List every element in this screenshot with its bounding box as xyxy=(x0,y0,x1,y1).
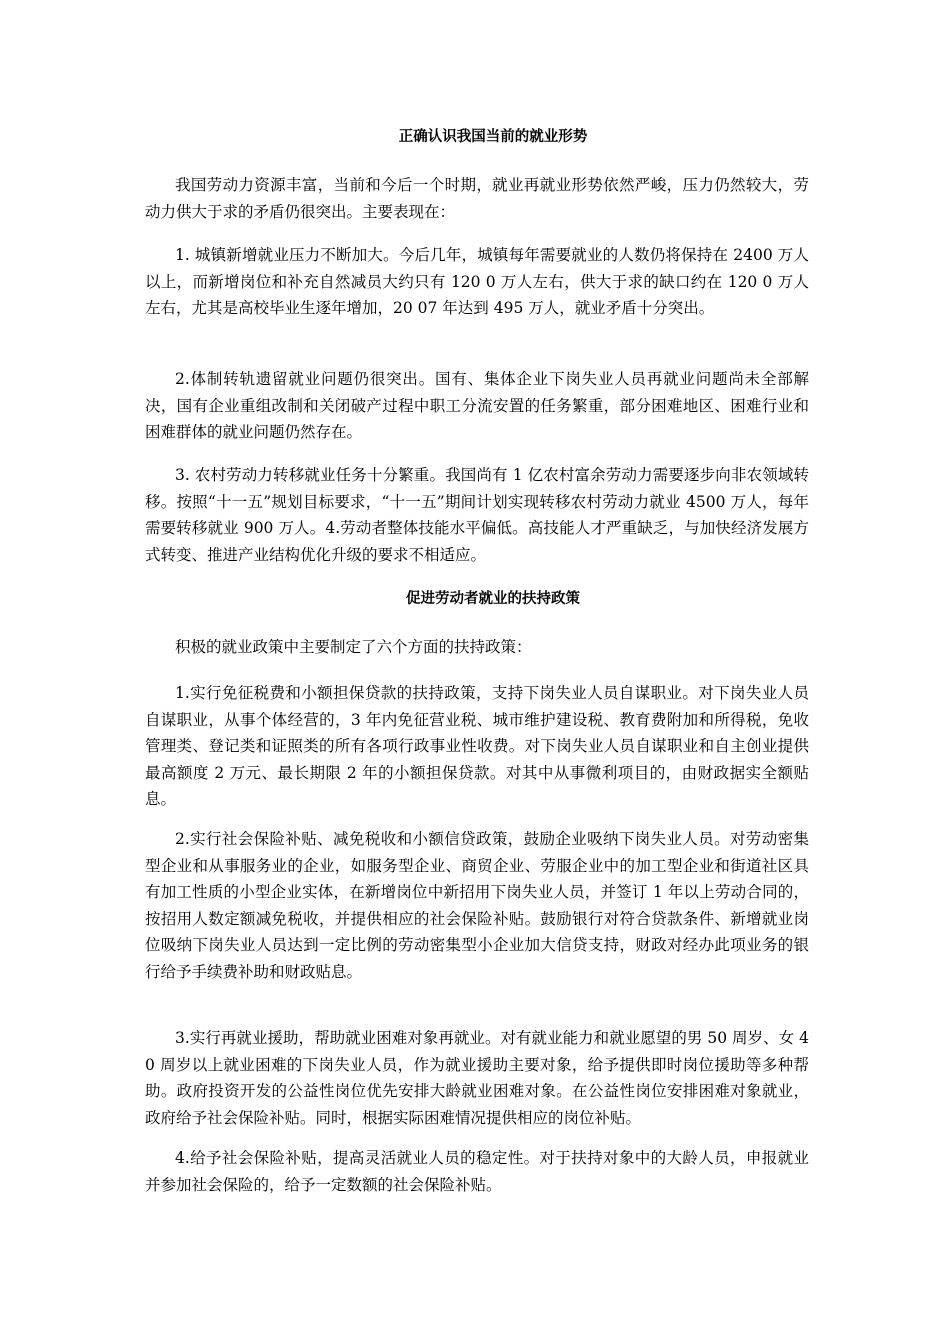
document-title: 正确认识我国当前的就业形势 xyxy=(398,129,588,145)
point-3-paragraph: 3. 农村劳动力转移就业任务十分繁重。我国尚有 1 亿农村富余劳动力需要逐步向非农领域转移。按照“十一五”规划目标要求，“十一五”期间计划实现转移农村劳动力就业 4500 万人，每年需要转移就业 900 万人。4.劳动者整体技能水平偏低。高技能人才严重缺乏，与加快经济发展方式转变、推进产业结构优化升级的要求不相适应。 xyxy=(145,466,809,564)
policy-4-paragraph: 4.给予社会保险补贴，提高灵活就业人员的稳定性。对于扶持对象中的大龄人员，申报就业并参加社会保险的，给予一定数额的社会保险补贴。 xyxy=(145,1149,809,1194)
intro-paragraph: 我国劳动力资源丰富，当前和今后一个时期，就业再就业形势依然严峻，压力仍然较大，劳动力供大于求的矛盾仍很突出。主要表现在： xyxy=(145,176,809,221)
policy-3-paragraph: 3.实行再就业援助，帮助就业困难对象再就业。对有就业能力和就业愿望的男 50 周岁、女 40 周岁以上就业困难的下岗失业人员，作为就业援助主要对象，给予提供即时岗位援助等多种帮助。政府投资开发的公益性岗位优先安排大龄就业困难对象。在公益性岗位安排困难对象就业，政府给予社会保险补贴。同时，根据实际困难情况提供相应的岗位补贴。 xyxy=(145,1029,809,1127)
policy-1-paragraph: 1.实行免征税费和小额担保贷款的扶持政策，支持下岗失业人员自谋职业。对下岗失业人员自谋职业，从事个体经营的，3 年内免征营业税、城市维护建设税、教育费附加和所得税，免收管理类、登记类和证照类的所有各项行政事业性收费。对下岗失业人员自谋职业和自主创业提供最高额度 2 万元、最长期限 2 年的小额担保贷款。对其中从事微利项目的，由财政据实全额贴息。 xyxy=(145,684,809,808)
policy-2-paragraph: 2.实行社会保险补贴、减免税收和小额信贷政策，鼓励企业吸纳下岗失业人员。对劳动密集型企业和从事服务业的企业，如服务型企业、商贸企业、劳服企业中的加工型企业和街道社区具有加工性质的小型企业实体，在新增岗位中新招用下岗失业人员，并签订 1 年以上劳动合同的，按招用人数定额减免税收，并提供相应的社会保险补贴。鼓励银行对符合贷款条件、新增就业岗位吸纳下岗失业人员达到一定比例的劳动密集型小企业加大信贷支持，财政对经办此项业务的银行给予手续费补助和财政贴息。 xyxy=(145,830,809,981)
point-1-paragraph: 1. 城镇新增就业压力不断加大。今后几年，城镇每年需要就业的人数仍将保持在 2400 万人以上，而新增岗位和补充自然减员大约只有 120 0 万人左右，供大于求的缺口约在 120 0 万人左右，尤其是高校毕业生逐年增加，20 07 年达到 495 万人，就业矛盾十分突出。 xyxy=(145,246,809,317)
section-title: 促进劳动者就业的扶持政策 xyxy=(406,591,580,607)
point-2-paragraph: 2.体制转轨遗留就业问题仍很突出。国有、集体企业下岗失业人员再就业问题尚未全部解决，国有企业重组改制和关闭破产过程中职工分流安置的任务繁重，部分困难地区、困难行业和困难群体的就业问题仍然存在。 xyxy=(145,370,809,441)
section-intro-paragraph: 积极的就业政策中主要制定了六个方面的扶持政策： xyxy=(175,638,532,656)
